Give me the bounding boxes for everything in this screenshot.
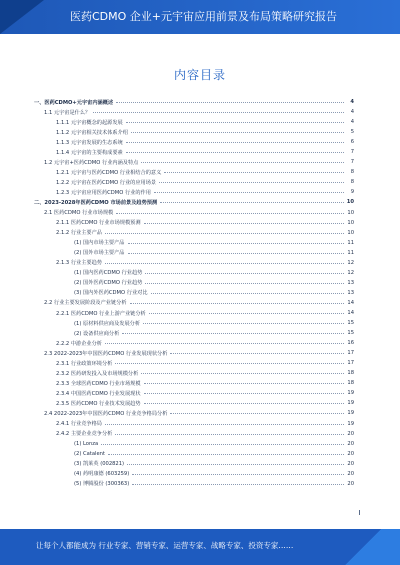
toc-entry-label: 2.1.3 行业主要趋势 [56,260,102,267]
toc-entry[interactable] [34,398,354,408]
toc-entry[interactable] [34,358,354,368]
toc-leader-dots [116,212,344,214]
toc-entry[interactable] [34,268,354,278]
toc-entry-label: (5) 博腾股份 (300363) [74,481,130,488]
toc-entry[interactable] [34,187,354,197]
report-title: 医药CDMO 企业+元宇宙应用前景及布局策略研究报告 [70,10,338,23]
table-of-contents [34,97,354,489]
toc-entry-label: 2.1.2 行业主要产品 [56,230,102,237]
toc-entry-label: 2.3.2 医药研发投入及市场规模分析 [56,370,139,377]
toc-entry-label: 2.2.2 中游企业分析 [56,340,102,347]
toc-entry[interactable] [34,117,354,127]
toc-entry[interactable] [34,429,354,439]
toc-entry-page: 8 [350,169,354,176]
toc-leader-dots [144,402,344,404]
toc-entry-page: 17 [347,360,354,367]
toc-entry-page: 16 [347,340,354,347]
toc-entry[interactable] [34,449,354,459]
toc-entry-label: 2.1.1 医药CDMO 行业市场规模预测 [56,220,141,227]
toc-leader-dots [144,222,344,224]
page-header [0,0,400,34]
toc-entry[interactable] [34,328,354,338]
toc-entry-label: (2) 国外市场主要产品 [74,250,125,257]
toc-entry-page: 8 [350,179,354,186]
toc-entry[interactable] [34,469,354,479]
toc-leader-dots [115,433,344,435]
toc-entry-label: 一、医药CDMO+元宇宙内涵概述 [34,99,114,106]
toc-leader-dots [105,262,344,264]
header-corner-decoration [0,0,44,34]
toc-entry-page: 7 [350,149,354,156]
toc-entry-page: 12 [347,259,354,266]
toc-entry-page: 19 [347,420,354,427]
toc-entry-label: (1) 国内市场主要产品 [74,240,125,247]
toc-heading: 内容目录 [173,68,226,82]
toc-leader-dots [126,141,344,143]
toc-leader-dots [122,332,344,334]
toc-entry[interactable] [34,368,354,378]
toc-entry-label: 2.3 2022-2023年中国医药CDMO 行业发展现状分析 [44,350,168,357]
toc-entry-label: 2.3.3 全球医药CDMO 行业市场规模 [56,380,141,387]
toc-entry[interactable] [34,177,354,187]
toc-entry-page: 14 [347,310,354,316]
toc-entry[interactable] [34,308,354,318]
toc-entry-page: 20 [347,440,354,447]
toc-entry-label: 2.4.1 行业竞争格局 [56,421,102,428]
toc-leader-dots [130,302,344,304]
toc-entry[interactable] [34,157,354,167]
toc-leader-dots [105,232,344,234]
toc-entry-page: 17 [347,350,354,357]
footer-slogan: 让每个人都能成为 行业专家、营销专家、运营专家、战略专家、投资专家…… [36,541,294,550]
toc-entry-page: 10 [347,209,354,216]
toc-entry-page: 10 [346,199,354,206]
toc-entry-page: 19 [347,390,354,397]
toc-entry-page: 13 [347,279,354,286]
toc-leader-dots [145,282,344,284]
toc-entry-label: 2.3.4 中国医药CDMO 行业发展现状 [56,390,141,397]
toc-entry-page: 6 [350,139,354,146]
toc-entry-page: 11 [347,249,354,256]
toc-entry[interactable] [34,208,354,218]
toc-entry[interactable] [34,147,354,157]
toc-entry[interactable] [34,298,354,308]
toc-leader-dots [170,412,344,414]
toc-entry-label: (1) 国内医药CDMO 行业趋势 [74,270,143,277]
toc-entry-label: 1.1 元宇宙是什么？ [44,109,91,116]
toc-entry-label: 2.4.2 主要企业竞争分析 [56,431,113,438]
toc-entry[interactable] [34,318,354,328]
toc-entry[interactable] [34,218,354,228]
toc-entry-page: 5 [350,129,354,136]
toc-entry-page: 9 [350,189,354,196]
toc-leader-dots [159,181,344,183]
toc-entry-page: 13 [347,289,354,296]
toc-leader-dots [126,151,344,153]
toc-entry[interactable] [34,288,354,298]
toc-entry-page: 7 [350,159,354,166]
toc-entry-page: 20 [347,470,354,477]
toc-entry-page: 15 [347,320,354,327]
toc-entry-label: 2.1 医药CDMO 行业市场规模 [44,210,114,217]
toc-entry-page: 19 [347,400,354,407]
toc-leader-dots [145,272,344,274]
toc-entry-page: 19 [347,410,354,417]
toc-entry-page: 4 [350,109,354,116]
toc-leader-dots [126,121,344,123]
toc-entry-label: 2.2 行业主要发展阶段及产业链分析 [44,300,127,307]
toc-entry-label: 2.3.5 医药CDMO 行业技术发展趋势 [56,400,141,407]
toc-entry[interactable] [34,479,354,489]
toc-leader-dots [105,342,344,344]
toc-entry-page: 20 [347,450,354,457]
toc-entry[interactable] [34,107,354,117]
toc-leader-dots [132,473,344,475]
toc-entry-label: 1.2.1 元宇宙与医药CDMO 行业相结合的意义 [56,169,162,176]
toc-entry-label: 1.1.4 元宇宙的主要构成要素 [56,149,123,156]
toc-entry-label: (2) 国外医药CDMO 行业趋势 [74,280,143,287]
toc-entry[interactable] [34,388,354,398]
toc-entry-page: 20 [347,460,354,467]
toc-entry[interactable] [34,238,354,248]
toc-leader-dots [164,171,344,173]
toc-entry-label: (3) 凯莱英 (002821) [74,461,125,468]
toc-entry[interactable] [34,97,354,107]
toc-leader-dots [105,423,344,425]
toc-entry[interactable] [34,408,354,418]
toc-entry-label: 二、2023-2028年医药CDMO 市场前景及趋势预测 [34,199,158,206]
toc-entry-page: 10 [347,219,354,226]
toc-leader-dots [132,483,344,485]
toc-leader-dots [131,131,344,133]
toc-leader-dots [127,463,344,465]
toc-leader-dots [141,372,344,374]
toc-entry[interactable] [34,459,354,469]
toc-leader-dots [143,322,344,324]
toc-entry-label: 1.2 元宇宙+医药CDMO 行业内涵及特点 [44,159,139,166]
toc-leader-dots [128,242,345,244]
toc-leader-dots [144,392,344,394]
toc-leader-dots [115,362,344,364]
toc-entry[interactable] [34,137,354,147]
toc-entry[interactable] [34,248,354,258]
toc-entry-page: 18 [347,370,354,377]
toc-entry-label: 2.2.1 医药CDMO 行业上游产业链分析 [56,310,146,317]
toc-leader-dots [160,201,344,203]
toc-entry-label: 1.1.2 元宇宙相关技术体系介绍 [56,129,128,136]
toc-entry[interactable] [34,127,354,137]
toc-entry-label: 2.3.1 行业政策环境分析 [56,360,113,367]
toc-entry-label: (4) 药明康德 (603259) [74,471,130,478]
toc-entry-page: 12 [347,269,354,276]
toc-entry-page: 4 [350,119,354,126]
toc-entry[interactable] [34,197,354,207]
toc-entry-label: 2.4 2022-2023年中国医药CDMO 行业竞争格局分析 [44,410,168,417]
toc-entry-label: 1.2.3 元宇宙应用医药CDMO 行业的作用 [56,189,151,196]
toc-entry[interactable] [34,419,354,429]
toc-leader-dots [149,312,344,314]
page-corner-mark [354,510,360,515]
toc-entry[interactable] [34,338,354,348]
toc-entry[interactable] [34,278,354,288]
toc-entry-page: 20 [347,480,354,487]
toc-entry-page: 15 [347,330,354,337]
toc-leader-dots [108,453,344,455]
page-footer [0,529,400,565]
toc-entry-label: 1.1.3 元宇宙发展的生态系统 [56,139,123,146]
toc-entry-page: 11 [347,239,354,246]
toc-entry[interactable] [34,378,354,388]
toc-entry-label: (1) 原材料供应商及发展分析 [74,320,141,327]
toc-entry-page: 14 [347,299,354,306]
toc-entry-page: 4 [350,99,354,106]
toc-leader-dots [170,352,344,354]
toc-leader-dots [141,161,344,163]
toc-entry-label: (3) 国内外医药CDMO 行业对比 [74,290,148,297]
toc-leader-dots [101,443,344,445]
toc-entry[interactable] [34,348,354,358]
toc-leader-dots [128,252,345,254]
toc-entry-label: (1) Lonza [74,440,99,447]
toc-leader-dots [154,191,344,193]
toc-leader-dots [151,292,344,294]
toc-entry-label: 1.2.2 元宇宙在医药CDMO 行业的应用场景 [56,179,157,186]
toc-entry-label: 1.1.1 元宇宙概念的起源发展 [56,119,123,126]
toc-entry-label: (2) 设备供应商分析 [74,330,120,337]
toc-entry[interactable] [34,167,354,177]
toc-leader-dots [116,101,344,103]
toc-entry-label: (2) Catalent [74,450,105,457]
toc-entry-page: 20 [347,430,354,437]
toc-entry[interactable] [34,439,354,449]
toc-leader-dots [144,382,344,384]
toc-entry-page: 10 [347,229,354,236]
toc-entry[interactable] [34,258,354,268]
toc-leader-dots [93,111,344,113]
footer-corner-decoration [345,529,400,565]
toc-entry-page: 18 [347,380,354,387]
toc-entry[interactable] [34,228,354,238]
